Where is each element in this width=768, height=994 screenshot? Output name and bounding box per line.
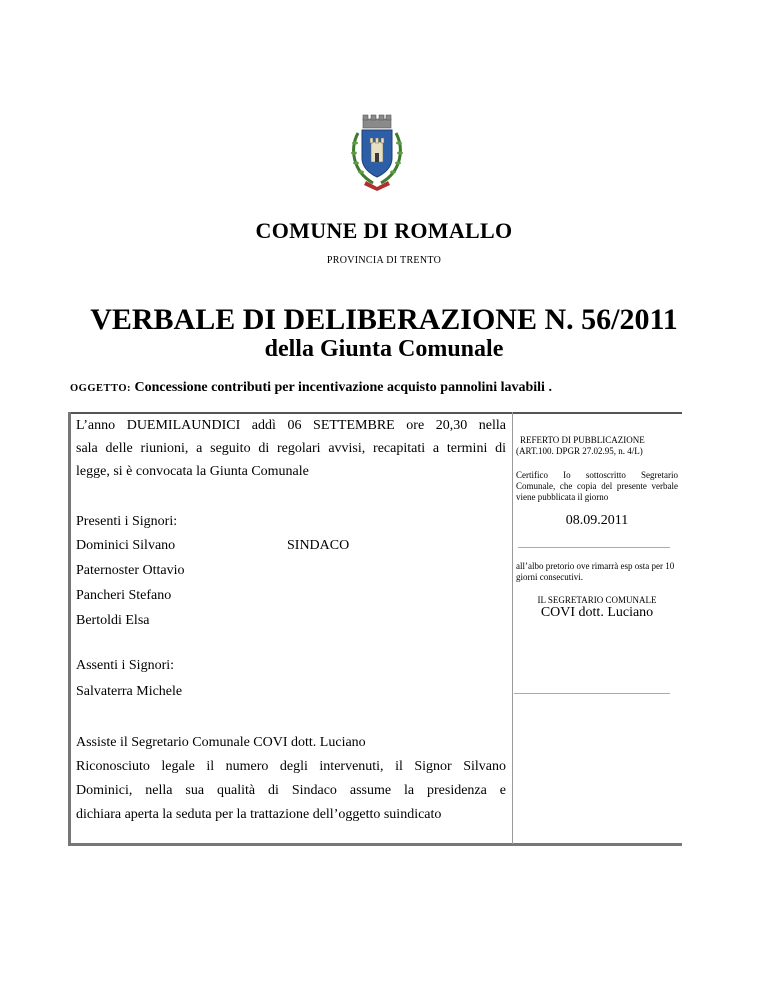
publication-date: 08.09.2011	[565, 513, 629, 528]
coat-of-arms-icon	[346, 113, 408, 193]
closing-line-2: Dominici, nella sua qualità di Sindaco assume la presidenza e	[76, 783, 506, 798]
subject-text: Concessione contributi per incentivazione acquisto pannolini lavabili .	[134, 380, 552, 395]
absent-label: Assenti i Signori:	[76, 658, 175, 673]
present-label: Presenti i Signori:	[76, 514, 178, 529]
secretary-name: COVI dott. Luciano	[540, 605, 654, 620]
intro-line-2: sala delle riunioni, a seguito di regolari avvisi, recapitati a termini di	[76, 441, 506, 456]
secretary-title: IL SEGRETARIO COMUNALE	[537, 595, 657, 605]
present-name: Paternoster Ottavio	[76, 563, 185, 578]
referto-title: REFERTO DI PUBBLICAZIONE	[520, 435, 645, 445]
frame-left-border	[68, 412, 71, 845]
frame-bottom-border	[68, 843, 682, 846]
present-name: Bertoldi Elsa	[76, 613, 150, 628]
present-name: Pancheri Stefano	[76, 588, 172, 603]
province-subtitle: PROVINCIA DI TRENTO	[326, 255, 442, 266]
secretary-assists: Assiste il Segretario Comunale COVI dott. Luciano	[76, 735, 366, 750]
frame-top-border	[70, 412, 682, 414]
subject-label: OGGETTO:	[70, 383, 131, 394]
signature-line	[514, 693, 670, 694]
document-subtitle: della Giunta Comunale	[264, 336, 504, 362]
present-name: Dominici Silvano	[76, 538, 176, 553]
absent-name: Salvaterra Michele	[76, 684, 183, 699]
municipality-title: COMUNE DI ROMALLO	[255, 218, 513, 243]
signature-line	[518, 547, 670, 548]
referto-reference: (ART.100. DPGR 27.02.95, n. 4/L)	[516, 446, 643, 456]
document-title: VERBALE DI DELIBERAZIONE N. 56/2011	[90, 303, 678, 336]
column-divider	[512, 412, 513, 844]
albo-notice: all’albo pretorio ove rimarrà esp osta per 10 giorni consecutivi.	[516, 561, 675, 582]
intro-line-3: legge, si è convocata la Giunta Comunale	[76, 464, 309, 479]
present-role: SINDACO	[287, 538, 350, 553]
intro-line-1: L’anno DUEMILAUNDICI addì 06 SETTEMBRE ore 20,30 nella	[76, 418, 506, 433]
subject-line	[70, 380, 552, 396]
closing-line-1: Riconosciuto legale il numero degli intervenuti, il Signor Silvano	[76, 759, 506, 774]
closing-line-3: dichiara aperta la seduta per la trattazione dell’oggetto suindicato	[76, 807, 442, 822]
publication-certification: Certifico Io sottoscritto Segretario Comunale, che copia del presente verbale viene pubblicata il giorno	[516, 470, 678, 502]
